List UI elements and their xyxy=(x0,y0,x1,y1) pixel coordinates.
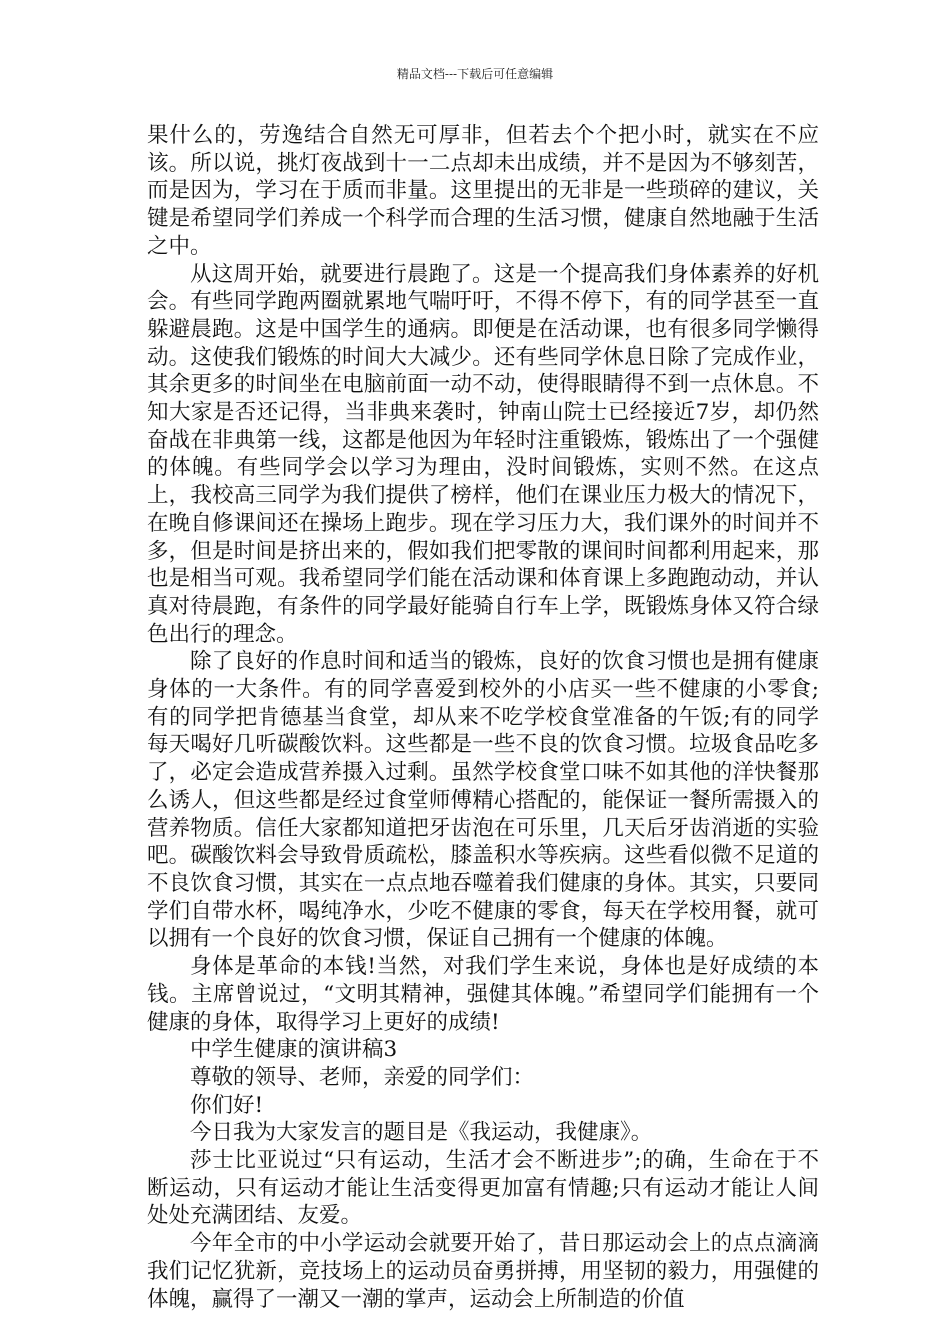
paragraph-topic: 今日我为大家发言的题目是《我运动，我健康》。 xyxy=(190,1120,653,1146)
salutation: 尊敬的领导、老师，亲爱的同学们： xyxy=(190,1064,535,1090)
paragraph-diet: 除了良好的作息时间和适当的锻炼，良好的饮食习惯也是拥有健康身体的一大条件。有的同学喜爱到校外的小店买一些不健康的小零食;有的同学把肯德基当食堂，却从来不吃学校食堂准备的午饭;有的同学每天喝好几听碳酸饮料。这些都是一些不良的饮食习惯。垃圾食品吃多了，必定会造成营养摄入过剩。虽然学校食堂口味不如其他的洋快餐那么诱人，但这些都是经过食堂师傅精心搭配的，能保证一餐所需摄入的营养物质。信任大家都知道把牙齿泡在可乐里，几天后牙齿消逝的实验吧。碳酸饮料会导致骨质疏松，膝盖积水等疾病。这些看似微不足道的不良饮食习惯，其实在一点点地吞噬着我们健康的身体。其实，只要同学们自带水杯，喝纯净水，少吃不健康的零食，每天在学校用餐，就可以拥有一个良好的饮食习惯，保证自己拥有一个健康的体魄。 xyxy=(147,649,819,952)
document-body xyxy=(147,122,819,1313)
paragraph-sports-meet: 今年全市的中小学运动会就要开始了，昔日那运动会上的点点滴滴我们记忆犹新，竞技场上的运动员奋勇拼搏，用坚韧的毅力，用强健的体魄，赢得了一潮又一潮的掌声，运动会上所制造的价值 xyxy=(147,1231,819,1312)
page-header: 精品文档---下载后可任意编辑 xyxy=(396,67,554,81)
speech-title: 中学生健康的演讲稿3 xyxy=(190,1037,398,1063)
paragraph-morning-run: 从这周开始，就要进行晨跑了。这是一个提高我们身体素养的好机会。有些同学跑两圈就累地气喘吁吁，不得不停下，有的同学甚至一直躲避晨跑。这是中国学生的通病。即便是在活动课，也有很多同学懒得动。这使我们锻炼的时间大大减少。还有些同学休息日除了完成作业，其余更多的时间坐在电脑前面一动不动，使得眼睛得不到一点休息。不知大家是否还记得，当非典来袭时，钟南山院士已经接近7岁，却仍然奋战在非典第一线，这都是他因为年轻时注重锻炼，锻炼出了一个强健的体魄。有些同学会以学习为理由，没时间锻炼，实则不然。在这点上，我校高三同学为我们提供了榜样，他们在课业压力极大的情况下，在晚自修课间还在操场上跑步。现在学习压力大，我们课外的时间并不多，但是时间是挤出来的，假如我们把零散的课间时间都利用起来，那也是相当可观。我希望同学们能在活动课和体育课上多跑跑动动，并认真对待晨跑，有条件的同学最好能骑自行车上学，既锻炼身体又符合绿色出行的理念。 xyxy=(147,261,819,647)
paragraph-conclusion: 身体是革命的本钱!当然，对我们学生来说，身体也是好成绩的本钱。主席曾说过，“文明其精神，强健其体魄。”希望同学们能拥有一个健康的身体，取得学习上更好的成绩! xyxy=(147,954,819,1035)
paragraph-shakespeare: 莎士比亚说过“只有运动，生活才会不断进步”;的确，生命在于不断运动，只有运动才能让生活变得更加富有情趣;只有运动才能让人间处处充满团结、友爱。 xyxy=(147,1148,819,1229)
paragraph-continuation: 果什么的，劳逸结合自然无可厚非，但若去个个把小时，就实在不应该。所以说，挑灯夜战到十一二点却未出成绩，并不是因为不够刻苦，而是因为，学习在于质而非量。这里提出的无非是一些琐碎的建议，关键是希望同学们养成一个科学而合理的生活习惯，健康自然地融于生活之中。 xyxy=(147,123,819,259)
greeting: 你们好! xyxy=(190,1092,264,1118)
